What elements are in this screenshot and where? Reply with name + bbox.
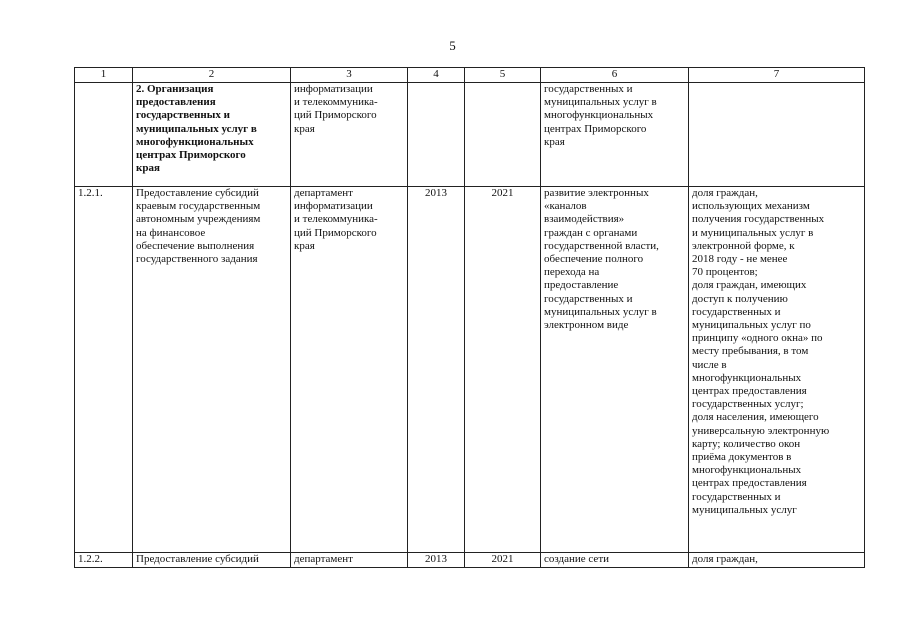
expected-result-cell: государственных и муниципальных услуг в многофункциональных центрах Приморского края [541, 83, 689, 187]
column-header: 1 [75, 68, 133, 83]
end-year-cell: 2021 [465, 187, 541, 553]
end-year-cell: 2021 [465, 553, 541, 568]
column-header: 2 [133, 68, 291, 83]
start-year-cell: 2013 [408, 553, 465, 568]
executor-cell: информатизации и телекоммуника- ций Приморского края [291, 83, 408, 187]
page-number: 5 [449, 38, 456, 53]
column-header: 4 [408, 68, 465, 83]
executor-cell: департамент информатизации и телекоммуника- ций Приморского края [291, 187, 408, 553]
table-row-1-2-2 [75, 553, 865, 568]
column-number-header-row [75, 68, 865, 83]
column-header: 7 [689, 68, 865, 83]
column-header: 6 [541, 68, 689, 83]
expected-result-cell: развитие электронных «каналов взаимодействия» граждан с органами государственной власти, обеспечение полного перехода на предоставление государственных и муниципальных услуг в электронном виде [541, 187, 689, 553]
end-year-cell [465, 83, 541, 187]
column-header: 5 [465, 68, 541, 83]
measure-name-cell: Предоставление субсидий краевым государственным автономным учреждениям на финансовое обеспечение выполнения государственного задания [133, 187, 291, 553]
program-measures-table [74, 67, 865, 568]
column-header: 3 [291, 68, 408, 83]
item-number-cell: 1.2.2. [75, 553, 133, 568]
table-row-1-2-1 [75, 187, 865, 553]
executor-cell: департамент [291, 553, 408, 568]
indicator-cell [689, 83, 865, 187]
item-number-cell: 1.2.1. [75, 187, 133, 553]
table-row-section-2-continued [75, 83, 865, 187]
indicator-cell: доля граждан, [689, 553, 865, 568]
start-year-cell [408, 83, 465, 187]
indicator-cell: доля граждан, использующих механизм получения государственных и муниципальных услуг в электронной форме, к 2018 году - не менее 70 процентов; доля граждан, имеющих доступ к получению государственных и муниципальных услуг по принципу «одного окна» по месту пребывания, в том числе в многофункциональных центрах предоставления государственных услуг; доля населения, имеющего универсальную электронную карту; количество окон приёма документов в многофункциональных центрах предоставления государственных и муниципальных услуг [689, 187, 865, 553]
expected-result-cell: создание сети [541, 553, 689, 568]
measure-name-cell: Предоставление субсидий [133, 553, 291, 568]
start-year-cell: 2013 [408, 187, 465, 553]
item-number-cell [75, 83, 133, 187]
measure-name-cell: 2. Организация предоставления государственных и муниципальных услуг в многофункциональных центрах Приморского края [133, 83, 291, 187]
